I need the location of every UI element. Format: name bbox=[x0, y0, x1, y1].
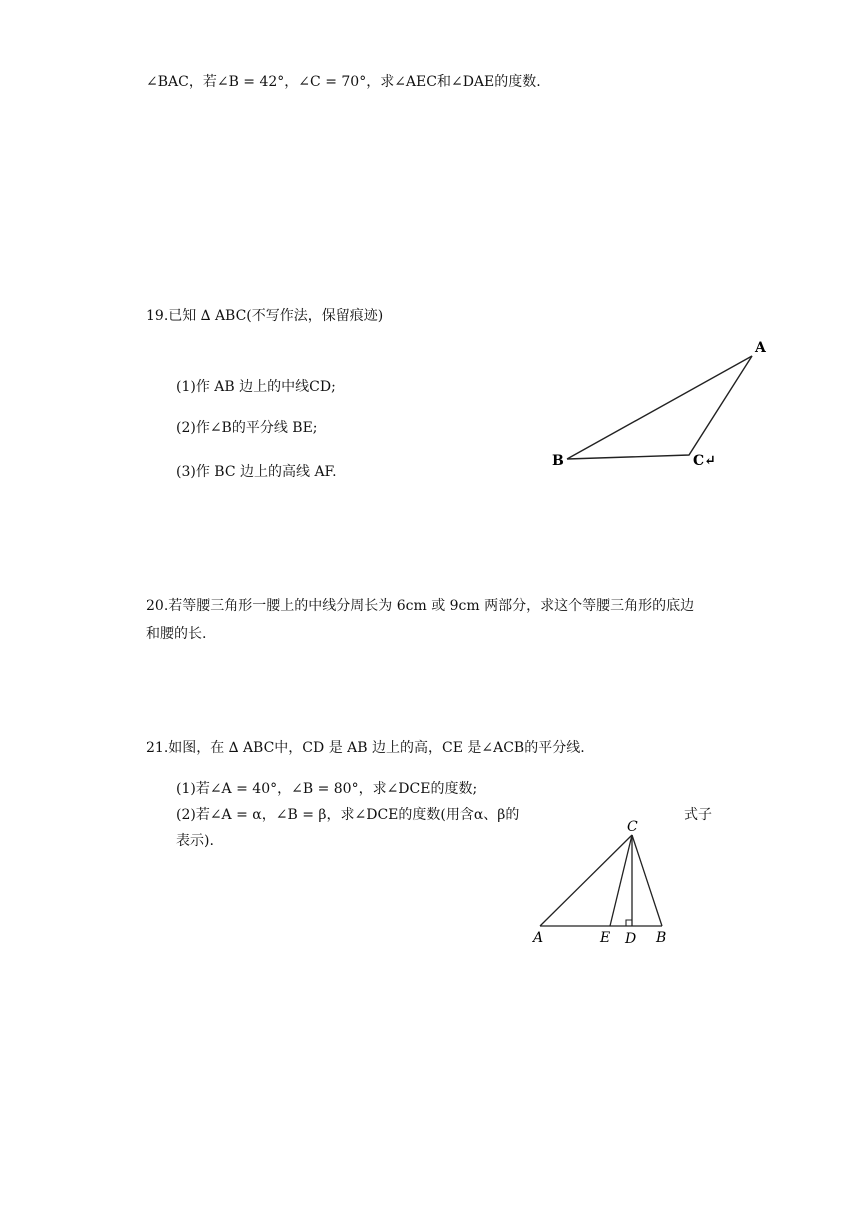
bisector-ce bbox=[610, 835, 632, 926]
q19-item-3: (3)作 BC 边上的高线 AF. bbox=[176, 464, 337, 480]
right-angle-mark bbox=[626, 920, 632, 926]
q21-item-2-cont: 表示). bbox=[176, 833, 214, 849]
label-d: D bbox=[625, 931, 637, 947]
q21-title: 21.如图，在 ∆ ABC中，CD 是 AB 边上的高，CE 是∠ACB的平分线. bbox=[146, 740, 585, 756]
label-e: E bbox=[600, 930, 611, 946]
q19-title: 19.已知 ∆ ABC(不写作法，保留痕迹) bbox=[146, 308, 384, 324]
q21-item-2-end: 式子 bbox=[684, 807, 712, 823]
label-c: C bbox=[627, 819, 638, 835]
q21-item-2: (2)若∠A = α，∠B = β，求∠DCE的度数(用含α、β的 bbox=[176, 807, 520, 823]
side-cb bbox=[632, 835, 662, 926]
label-b: B bbox=[552, 453, 564, 469]
q18-text: ∠BAC，若∠B = 42°，∠C = 70°，求∠AEC和∠DAE的度数. bbox=[146, 74, 541, 90]
q20-line-2: 和腰的长. bbox=[146, 626, 207, 642]
label-b: B bbox=[656, 930, 667, 946]
label-a: A bbox=[533, 930, 544, 946]
label-c: C↵ bbox=[693, 453, 716, 469]
label-a: A bbox=[755, 340, 766, 356]
triangle-abc-outline bbox=[567, 356, 752, 459]
side-ca bbox=[540, 835, 632, 926]
q19-item-1: (1)作 AB 边上的中线CD; bbox=[176, 379, 336, 395]
q21-item-1: (1)若∠A = 40°，∠B = 80°，求∠DCE的度数; bbox=[176, 781, 478, 797]
q20-line-1: 20.若等腰三角形一腰上的中线分周长为 6cm 或 9cm 两部分，求这个等腰三角形的底边 bbox=[146, 598, 695, 614]
q19-item-2: (2)作∠B的平分线 BE; bbox=[176, 420, 318, 436]
